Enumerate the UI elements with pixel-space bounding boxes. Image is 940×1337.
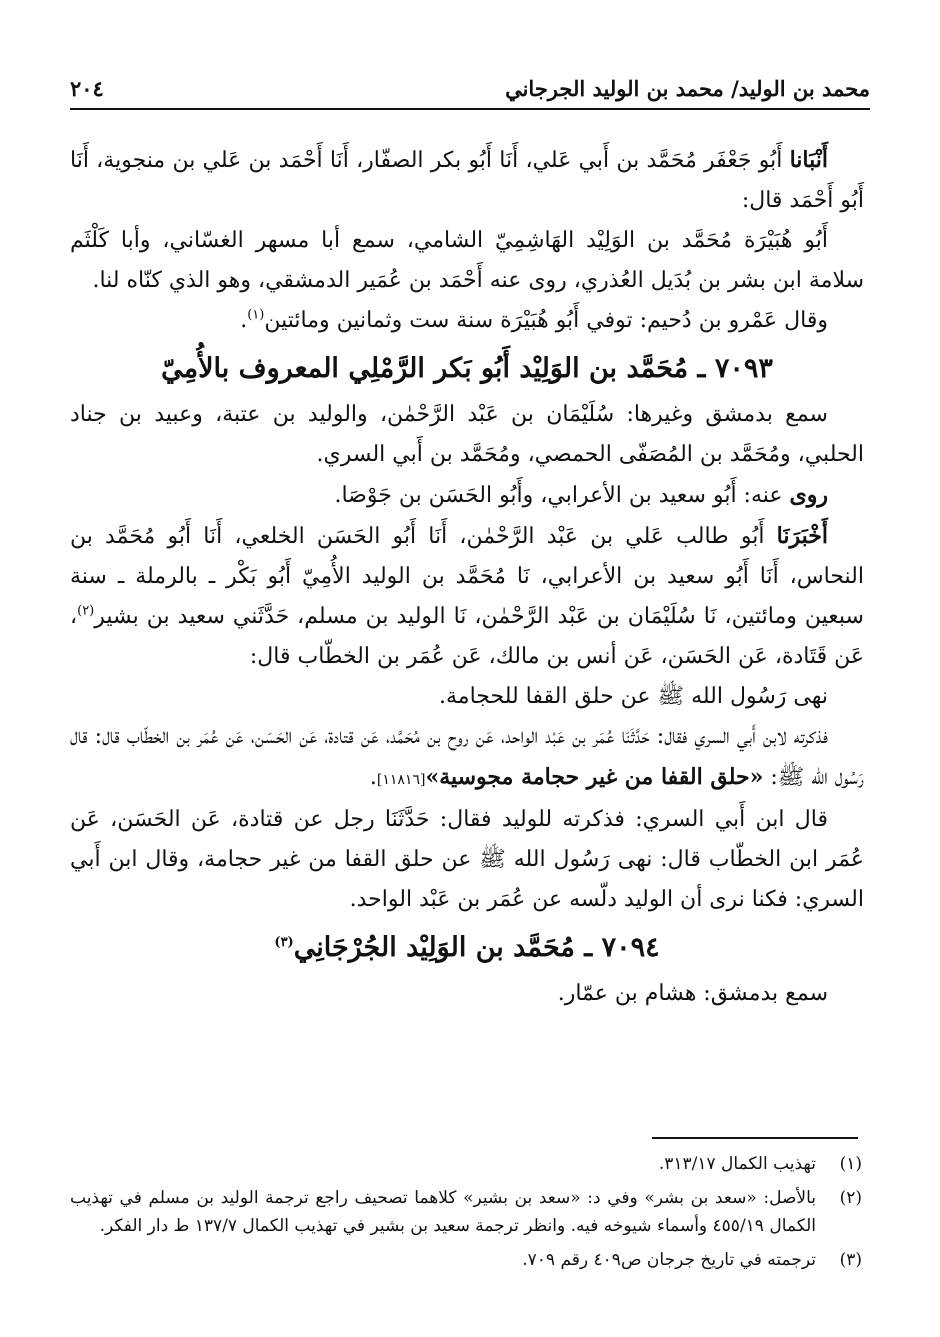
paragraph-text: عنه: أَبُو سعيد بن الأعرابي، وأَبُو الحَسَن بن جَوْصَا. [334, 483, 783, 508]
footnote-2 [70, 1184, 862, 1240]
footnote-number: (٣) [839, 1250, 862, 1270]
footnote-1 [70, 1150, 862, 1178]
footnotes [70, 1150, 862, 1280]
footnote-text: ترجمته في تاريخ جرجان ص٤٠٩ رقم ٧٠٩. [522, 1250, 816, 1270]
footnote-3 [70, 1246, 862, 1274]
hadith-reference-number: [١١٨١٦] [376, 772, 426, 788]
paragraph-isnad-2: أَخْبَرَنَا أَبُو طالب عَلي بن عَبْد الرَّحْمٰن، أَنَا أَبُو الحَسَن الخلعي، أَنَا أَبُو مُحَمَّد بن النحاس، أَنَا أَبُو سعيد بن الأعرابي، نَا مُحَمَّد بن الوليد الأُمِيّ أَبُو بَكْر ـ بالرملة ـ سنة سبعين ومائتين، نَا سُلَيْمَان بن عَبْد الرَّحْمٰن، نَا الوليد بن مسلم، حَدَّثَني سعيد بن بشير$^{(٢)}$، عَن قَتَادة، عَن الحَسَن، عَن أنس بن مالك، عَن عُمَر بن الخطّاب قال: [70, 523, 864, 669]
entry-title-7093: ٧٠٩٣ ـ مُحَمَّد بن الوَلِيْد أَبُو بَكر الرَّمْلِي المعروف بالأُمِيّ [161, 353, 773, 384]
paragraph-text: سمع بدمشق: هشام بن عمّار. [557, 981, 828, 1006]
footnote-text: تهذيب الكمال ٣١٣/١٧. [658, 1154, 816, 1174]
paragraph-second-chain: فذكرته لابن أَبي السري فقال: حَدَّثَنَا عُمَر بن عَبْد الواحد، عَن روح بن مُحَمَّد، عَن قتادة، عَن الحَسَن، عَن عُمَر بن الخطّاب قال: قال رَسُول الله ﷺ: «حلق القفا من غير حجامة مجوسية»[١١٨١٦]. [70, 724, 864, 790]
isnad-lead-word: أَخْبَرَنَا [776, 523, 828, 549]
paragraph-text: أَبُو هُبَيْرَة مُحَمَّد بن الوَلِيْد الهَاشِمِيّ الشامي، سمع أبا مسهر الغسّاني، وأبا كَلْثَم سلامة ابن بشر بن بُدَيل العُذري، روى عنه أَحْمَد بن عُمَير الدمشقي، وهو الذي كنّاه لنا. [70, 228, 864, 293]
paragraph-text: أَبُو طالب عَلي بن عَبْد الرَّحْمٰن، أَنَا أَبُو الحَسَن الخلعي، أَنَا أَبُو مُحَمَّد بن النحاس، أَنَا أَبُو سعيد بن الأعرابي، نَا مُحَمَّد بن الوليد الأُمِيّ أَبُو بَكْر ـ بالرملة ـ سنة سبعين ومائتين، نَا سُلَيْمَان بن عَبْد الرَّحْمٰن، نَا الوليد بن مسلم، حَدَّثَني سعيد بن بشير [70, 524, 864, 629]
isnad-lead-word: أَنْبَانا [789, 147, 828, 173]
footnote-number: (١) [839, 1154, 862, 1174]
paragraph-bio [70, 221, 864, 301]
page-header [70, 68, 870, 110]
paragraph-narrators [70, 475, 864, 516]
paragraph-text: أَبُو جَعْفَر مُحَمَّد بن أَبي عَلي، أَنَا أَبُو بكر الصفّار، أَنَا أَحْمَد بن عَلي بن منجوية، أَنَا أَبُو أَحْمَد قال: [70, 148, 864, 213]
paragraph-heard [70, 395, 864, 475]
narrated-lead-word: روى [789, 482, 828, 508]
footnote-marker: (٢) [77, 603, 95, 619]
footnote-marker: (٣) [274, 935, 294, 950]
hadith-quote: «حلق القفا من غير حجامة مجوسية» [425, 764, 764, 790]
paragraph-text: نهى رَسُول الله ﷺ عن حلق القفا للحجامة. [439, 684, 828, 709]
paragraph-isnad-1 [70, 140, 864, 221]
entry-title-7094: ٧٠٩٤ ـ مُحَمَّد بن الوَلِيْد الجُرْجَانِي$^{(٣)}$ [274, 932, 660, 963]
running-title: محمد بن الوليد/ محمد بن الوليد الجرجاني [505, 75, 870, 101]
paragraph-text: فذكرته لابن أَبي السري فقال: حَدَّثَنَا عُمَر بن عَبْد الواحد، عَن روح بن مُحَمَّد، عَن قتادة، عَن الحَسَن، عَن عُمَر بن الخطّاب قال: قال رَسُول الله ﷺ: [70, 724, 864, 790]
paragraph-heard-2 [70, 974, 864, 1014]
footnote-divider [652, 1137, 858, 1139]
footnote-number: (٢) [839, 1188, 862, 1208]
page-body [70, 140, 864, 1014]
paragraph-text: سمع بدمشق وغيرها: سُلَيْمَان بن عَبْد الرَّحْمٰن، والوليد بن عتبة، وعبيد بن جناد الحلبي، ومُحَمَّد بن المُصَفّى الحمصي، ومُحَمَّد بن أَبي السري. [70, 402, 864, 467]
paragraph-text: وقال عَمْرو بن دُحيم: توفي أَبُو هُبَيْرَة سنة ست وثمانين ومائتين [264, 308, 828, 333]
page-number: ٢٠٤ [70, 75, 104, 101]
paragraph-hadith [70, 677, 864, 717]
footnote-text: بالأصل: «سعد بن بشر» وفي د: «سعد بن بشير» كلاهما تصحيف راجع ترجمة الوليد بن مسلم في تهذيب الكمال ٤٥٥/١٩ وأسماء شيوخه فيه. وانظر ترجمة سعيد بن بشير في تهذيب الكمال ١٣٧/٧ ط دار الفكر. [70, 1188, 816, 1236]
paragraph-death-note: وقال عَمْرو بن دُحيم: توفي أَبُو هُبَيْرَة سنة ست وثمانين ومائتين$^{(١)}$. [240, 307, 828, 333]
paragraph-text: قال ابن أَبي السري: فذكرته للوليد فقال: حَدَّثَنَا رجل عن قتادة، عَن الحَسَن، عَن عُمَر ابن الخطّاب قال: نهى رَسُول الله ﷺ عن حلق القفا من غير حجامة، وقال ابن أَبي السري: فكنا نرى أن الوليد دلّسه عن عُمَر بن عَبْد الواحد. [70, 807, 864, 912]
paragraph-third-chain [70, 800, 864, 920]
footnote-marker: (١) [247, 307, 265, 323]
